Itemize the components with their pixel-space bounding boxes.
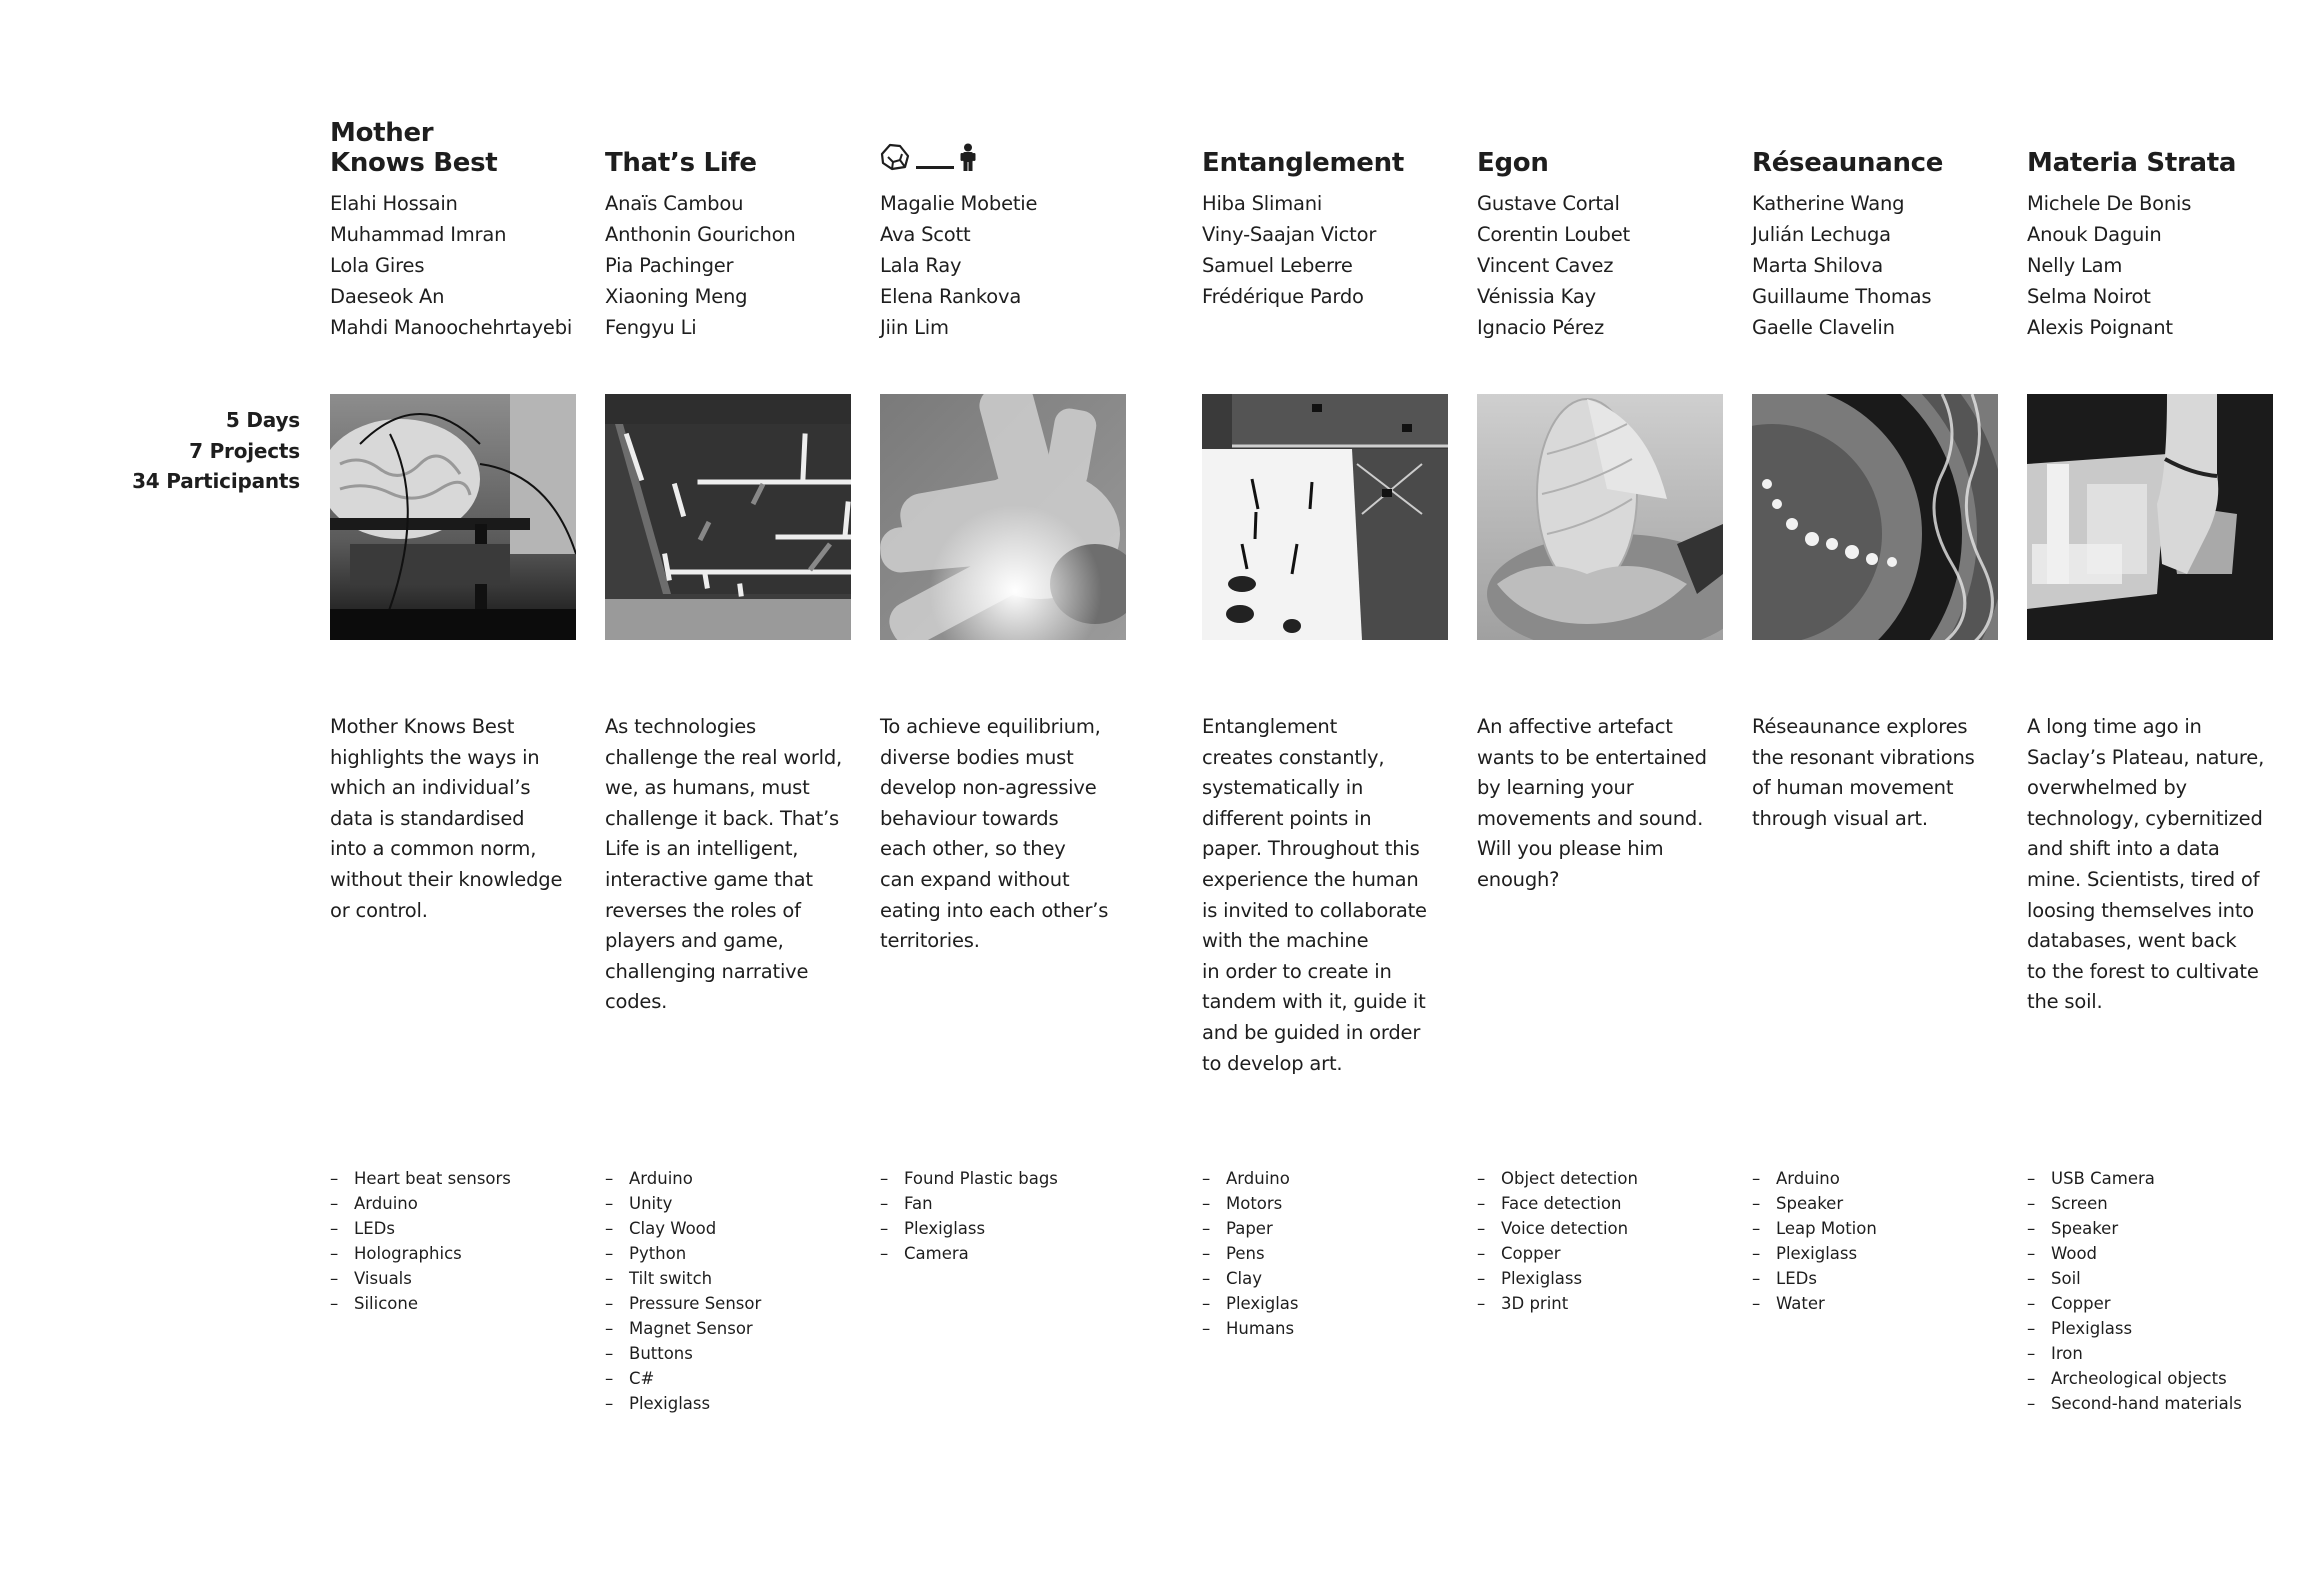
description-line: eating into each other’s xyxy=(880,898,1109,922)
description-line: tandem with it, guide it xyxy=(1202,990,1426,1014)
participants-count: 34 Participants xyxy=(132,469,300,493)
materials-list xyxy=(605,1166,761,1416)
material-item xyxy=(1477,1241,1638,1266)
description-line: movements and sound. xyxy=(1477,806,1704,830)
description-line: interactive game that xyxy=(605,867,813,891)
material-label: Clay Wood xyxy=(629,1219,717,1238)
bullet-dash: – xyxy=(605,1369,614,1388)
hand-in-soil-photo xyxy=(2027,394,2273,640)
material-label: Plexiglass xyxy=(904,1219,986,1238)
material-label: Magnet Sensor xyxy=(629,1319,753,1338)
project-column-entanglement xyxy=(1202,0,1462,1584)
plastic-bags-photo xyxy=(880,394,1126,640)
bullet-dash: – xyxy=(1752,1244,1761,1263)
project-description xyxy=(330,712,580,926)
material-label: Copper xyxy=(1501,1244,1561,1263)
description-line: through visual art. xyxy=(1752,806,1928,830)
project-description xyxy=(1202,712,1452,1079)
member-name: Gustave Cortal xyxy=(1477,192,1620,215)
project-description xyxy=(1752,712,2002,834)
member-list xyxy=(880,188,1037,343)
bullet-dash: – xyxy=(605,1194,614,1213)
bullet-dash: – xyxy=(1477,1194,1486,1213)
bullet-dash: – xyxy=(605,1219,614,1238)
member-name: Lala Ray xyxy=(880,254,962,277)
material-item xyxy=(2027,1191,2242,1216)
bullet-dash: – xyxy=(330,1169,339,1188)
summary-stats xyxy=(132,405,300,497)
material-item xyxy=(1752,1166,1877,1191)
material-label: Heart beat sensors xyxy=(354,1169,511,1188)
material-label: Found Plastic bags xyxy=(904,1169,1058,1188)
material-item xyxy=(605,1191,761,1216)
material-label: Camera xyxy=(904,1244,969,1263)
description-line: systematically in xyxy=(1202,776,1364,800)
description-line: is invited to collaborate xyxy=(1202,898,1427,922)
member-name: Corentin Loubet xyxy=(1477,223,1630,246)
material-label: Plexiglass xyxy=(1501,1269,1583,1288)
line-icon xyxy=(916,143,954,178)
project-column-egon xyxy=(1477,0,1737,1584)
title-line: Materia Strata xyxy=(2027,148,2237,178)
material-item xyxy=(1752,1266,1877,1291)
description-line: each other, so they xyxy=(880,837,1066,861)
member-list xyxy=(1752,188,1931,343)
bullet-dash: – xyxy=(2027,1169,2036,1188)
bullet-dash: – xyxy=(1477,1169,1486,1188)
material-item xyxy=(1202,1166,1299,1191)
member-name: Anthonin Gourichon xyxy=(605,223,796,246)
description-line: creates constantly, xyxy=(1202,745,1385,769)
material-item xyxy=(605,1241,761,1266)
material-item xyxy=(2027,1316,2242,1341)
member-name: Katherine Wang xyxy=(1752,192,1905,215)
bullet-dash: – xyxy=(1202,1244,1211,1263)
title-line: Egon xyxy=(1477,148,1549,178)
bullet-dash: – xyxy=(1752,1219,1761,1238)
material-label: Face detection xyxy=(1501,1194,1622,1213)
materials-list xyxy=(1477,1166,1638,1316)
description-line: without their knowledge xyxy=(330,867,563,891)
title-line: Réseaunance xyxy=(1752,148,1944,178)
description-line: and shift into a data xyxy=(2027,837,2220,861)
material-item xyxy=(1752,1191,1877,1216)
material-label: Buttons xyxy=(629,1344,693,1363)
material-item xyxy=(1202,1241,1299,1266)
description-line: codes. xyxy=(605,990,668,1014)
description-line: into a common norm, xyxy=(330,837,537,861)
description-line: behaviour towards xyxy=(880,806,1059,830)
bullet-dash: – xyxy=(1202,1269,1211,1288)
bullet-dash: – xyxy=(880,1194,889,1213)
description-line: To achieve equilibrium, xyxy=(880,715,1101,738)
member-name: Elena Rankova xyxy=(880,285,1022,308)
material-item xyxy=(605,1341,761,1366)
material-label: Plexiglass xyxy=(2051,1319,2133,1338)
member-name: Elahi Hossain xyxy=(330,192,458,215)
material-label: Clay xyxy=(1226,1269,1262,1288)
maze-ceiling-photo xyxy=(605,394,851,640)
description-line: which an individual’s xyxy=(330,776,531,800)
member-name: Guillaume Thomas xyxy=(1752,285,1932,308)
bullet-dash: – xyxy=(1202,1294,1211,1313)
description-line: databases, went back xyxy=(2027,929,2237,953)
member-name: Ava Scott xyxy=(880,223,971,246)
description-line: wants to be entertained xyxy=(1477,745,1707,769)
material-label: Second-hand materials xyxy=(2051,1394,2242,1413)
description-line: territories. xyxy=(880,929,980,953)
bullet-dash: – xyxy=(605,1344,614,1363)
member-name: Pia Pachinger xyxy=(605,254,734,277)
member-name: Nelly Lam xyxy=(2027,254,2123,277)
material-label: Visuals xyxy=(354,1269,412,1288)
material-item xyxy=(605,1266,761,1291)
description-line: Saclay’s Plateau, nature, xyxy=(2027,745,2265,769)
bullet-dash: – xyxy=(2027,1369,2036,1388)
member-name: Marta Shilova xyxy=(1752,254,1883,277)
material-item xyxy=(330,1216,511,1241)
project-column-thats-life xyxy=(605,0,865,1584)
material-label: LEDs xyxy=(1776,1269,1817,1288)
description-line: An affective artefact xyxy=(1477,715,1673,738)
material-label: Tilt switch xyxy=(629,1269,713,1288)
bullet-dash: – xyxy=(1202,1169,1211,1188)
member-name: Mahdi Manoochehrtayebi xyxy=(330,316,573,339)
project-title xyxy=(330,118,497,178)
member-name: Magalie Mobetie xyxy=(880,192,1038,215)
description-line: challenge it back. That’s xyxy=(605,806,840,830)
bullet-dash: – xyxy=(2027,1319,2036,1338)
bullet-dash: – xyxy=(1202,1194,1211,1213)
materials-list xyxy=(2027,1166,2242,1416)
project-title xyxy=(1477,118,1549,178)
material-label: Paper xyxy=(1226,1219,1273,1238)
description-line: or control. xyxy=(330,898,428,922)
material-item xyxy=(1752,1216,1877,1241)
project-column-mother-knows-best xyxy=(330,0,590,1584)
description-line: paper. Throughout this xyxy=(1202,837,1420,861)
bullet-dash: – xyxy=(880,1169,889,1188)
description-line: the resonant vibrations xyxy=(1752,745,1975,769)
description-line: enough? xyxy=(1477,867,1560,891)
member-list xyxy=(1477,188,1630,343)
member-name: Anaïs Cambou xyxy=(605,192,744,215)
description-line: Réseaunance explores xyxy=(1752,715,1968,738)
material-item xyxy=(1752,1241,1877,1266)
bullet-dash: – xyxy=(1202,1219,1211,1238)
material-item xyxy=(1752,1291,1877,1316)
description-line: Mother Knows Best xyxy=(330,715,515,738)
description-line: by learning your xyxy=(1477,776,1634,800)
member-name: Anouk Daguin xyxy=(2027,223,2162,246)
bullet-dash: – xyxy=(1752,1269,1761,1288)
description-line: Life is an intelligent, xyxy=(605,837,799,861)
project-title xyxy=(1752,118,1943,178)
material-label: Plexiglass xyxy=(1776,1244,1858,1263)
description-line: develop non-agressive xyxy=(880,776,1097,800)
brain-sculpture-photo xyxy=(330,394,576,640)
material-item xyxy=(880,1166,1058,1191)
description-line: different points in xyxy=(1202,806,1372,830)
project-title xyxy=(1202,118,1404,178)
bullet-dash: – xyxy=(1477,1219,1486,1238)
projects-count: 7 Projects xyxy=(189,438,300,463)
project-description xyxy=(1477,712,1727,896)
member-list xyxy=(1202,188,1376,312)
member-name: Vénissia Kay xyxy=(1477,285,1597,308)
material-label: Archeological objects xyxy=(2051,1369,2227,1388)
description-line: and be guided in order xyxy=(1202,1020,1421,1044)
rock-icon xyxy=(880,143,910,178)
project-description xyxy=(880,712,1130,957)
material-label: Arduino xyxy=(629,1169,693,1188)
member-name: Frédérique Pardo xyxy=(1202,285,1364,308)
material-item xyxy=(880,1191,1058,1216)
bullet-dash: – xyxy=(605,1269,614,1288)
material-item xyxy=(1202,1216,1299,1241)
description-line: highlights the ways in xyxy=(330,745,540,769)
bullet-dash: – xyxy=(1752,1194,1761,1213)
bullet-dash: – xyxy=(2027,1244,2036,1263)
title-line: That’s Life xyxy=(605,148,757,178)
member-name: Lola Gires xyxy=(330,254,425,277)
bullet-dash: – xyxy=(605,1244,614,1263)
bullet-dash: – xyxy=(330,1269,339,1288)
material-label: Arduino xyxy=(1776,1169,1840,1188)
description-line: Will you please him xyxy=(1477,837,1664,861)
days-count: 5 Days xyxy=(225,408,300,432)
material-item xyxy=(2027,1366,2242,1391)
description-line: can expand without xyxy=(880,867,1070,891)
material-item xyxy=(330,1241,511,1266)
material-label: USB Camera xyxy=(2051,1169,2155,1188)
bullet-dash: – xyxy=(605,1319,614,1338)
description-line: reverses the roles of xyxy=(605,898,801,922)
description-line: overwhelmed by xyxy=(2027,776,2187,800)
member-name: Daeseok An xyxy=(330,285,445,308)
bullet-dash: – xyxy=(330,1244,339,1263)
bullet-dash: – xyxy=(2027,1294,2036,1313)
material-label: Silicone xyxy=(354,1294,419,1313)
project-title xyxy=(880,118,976,178)
bullet-dash: – xyxy=(1202,1319,1211,1338)
material-item xyxy=(330,1291,511,1316)
material-label: Copper xyxy=(2051,1294,2111,1313)
bullet-dash: – xyxy=(330,1294,339,1313)
description-line: diverse bodies must xyxy=(880,745,1074,769)
person-icon xyxy=(960,143,976,178)
project-title xyxy=(2027,118,2236,178)
bullet-dash: – xyxy=(2027,1344,2036,1363)
material-item xyxy=(2027,1266,2242,1291)
materials-list xyxy=(1202,1166,1299,1341)
material-item xyxy=(605,1216,761,1241)
material-item xyxy=(1477,1166,1638,1191)
material-item xyxy=(330,1191,511,1216)
material-label: LEDs xyxy=(354,1219,395,1238)
material-item xyxy=(605,1291,761,1316)
member-name: Xiaoning Meng xyxy=(605,285,748,308)
bullet-dash: – xyxy=(1477,1244,1486,1263)
description-line: with the machine xyxy=(1202,929,1369,953)
member-list xyxy=(2027,188,2191,343)
member-name: Julián Lechuga xyxy=(1752,223,1891,246)
material-label: Water xyxy=(1776,1294,1825,1313)
material-label: Unity xyxy=(629,1194,673,1213)
material-label: Plexiglas xyxy=(1226,1294,1299,1313)
member-name: Vincent Cavez xyxy=(1477,254,1614,277)
material-item xyxy=(880,1241,1058,1266)
material-item xyxy=(605,1391,761,1416)
materials-list xyxy=(1752,1166,1877,1316)
description-line: technology, cybernitized xyxy=(2027,806,2263,830)
material-label: Screen xyxy=(2051,1194,2108,1213)
material-label: Leap Motion xyxy=(1776,1219,1877,1238)
bullet-dash: – xyxy=(330,1194,339,1213)
material-label: Plexiglass xyxy=(629,1394,711,1413)
description-line: A long time ago in xyxy=(2027,715,2202,738)
description-line: challenging narrative xyxy=(605,959,809,983)
material-label: Object detection xyxy=(1501,1169,1638,1188)
drawing-machine-photo xyxy=(1202,394,1448,640)
material-label: Soil xyxy=(2051,1269,2081,1288)
project-title xyxy=(605,118,757,178)
material-label: Holographics xyxy=(354,1244,462,1263)
material-item xyxy=(2027,1216,2242,1241)
project-column-reseaunance xyxy=(1752,0,2012,1584)
member-list xyxy=(330,188,572,343)
bullet-dash: – xyxy=(1752,1169,1761,1188)
member-name: Viny-Saajan Victor xyxy=(1202,223,1377,246)
description-line: of human movement xyxy=(1752,776,1954,800)
material-label: Speaker xyxy=(2051,1219,2119,1238)
description-line: the soil. xyxy=(2027,990,2103,1014)
member-name: Fengyu Li xyxy=(605,316,697,339)
material-label: 3D print xyxy=(1501,1294,1569,1313)
material-item xyxy=(605,1366,761,1391)
material-label: Python xyxy=(629,1244,687,1263)
materials-list xyxy=(330,1166,511,1316)
bullet-dash: – xyxy=(2027,1394,2036,1413)
description-line: Entanglement xyxy=(1202,715,1338,738)
material-label: Arduino xyxy=(1226,1169,1290,1188)
material-label: C# xyxy=(629,1369,655,1388)
project-description xyxy=(2027,712,2277,1018)
bullet-dash: – xyxy=(605,1394,614,1413)
description-line: experience the human xyxy=(1202,867,1419,891)
material-item xyxy=(2027,1391,2242,1416)
material-item xyxy=(1202,1266,1299,1291)
member-name: Michele De Bonis xyxy=(2027,192,2192,215)
title-line: Knows Best xyxy=(330,148,498,178)
material-label: Speaker xyxy=(1776,1194,1844,1213)
bullet-dash: – xyxy=(1752,1294,1761,1313)
member-name: Selma Noirot xyxy=(2027,285,2151,308)
bullet-dash: – xyxy=(605,1294,614,1313)
material-item xyxy=(1202,1316,1299,1341)
bullet-dash: – xyxy=(605,1169,614,1188)
member-name: Muhammad Imran xyxy=(330,223,507,246)
material-item xyxy=(2027,1166,2242,1191)
material-label: Humans xyxy=(1226,1319,1295,1338)
bullet-dash: – xyxy=(2027,1269,2036,1288)
material-item xyxy=(2027,1241,2242,1266)
material-label: Fan xyxy=(904,1194,933,1213)
material-item xyxy=(605,1316,761,1341)
description-line: challenge the real world, xyxy=(605,745,843,769)
material-item xyxy=(1202,1291,1299,1316)
description-line: to develop art. xyxy=(1202,1051,1343,1075)
material-item xyxy=(880,1216,1058,1241)
material-item xyxy=(1477,1191,1638,1216)
description-line: in order to create in xyxy=(1202,959,1392,983)
bullet-dash: – xyxy=(1477,1294,1486,1313)
material-item xyxy=(2027,1341,2242,1366)
material-label: Iron xyxy=(2051,1344,2083,1363)
materials-list xyxy=(880,1166,1058,1266)
material-item xyxy=(330,1166,511,1191)
description-line: we, as humans, must xyxy=(605,776,810,800)
project-description xyxy=(605,712,855,1018)
bullet-dash: – xyxy=(880,1219,889,1238)
3d-artefact-photo xyxy=(1477,394,1723,640)
material-item xyxy=(330,1266,511,1291)
material-item xyxy=(2027,1291,2242,1316)
description-line: to the forest to cultivate xyxy=(2027,959,2259,983)
description-line: players and game, xyxy=(605,929,784,953)
title-line: Entanglement xyxy=(1202,148,1404,178)
material-item xyxy=(1202,1191,1299,1216)
bullet-dash: – xyxy=(2027,1219,2036,1238)
description-line: mine. Scientists, tired of xyxy=(2027,867,2260,891)
bullet-dash: – xyxy=(2027,1194,2036,1213)
material-item xyxy=(1477,1216,1638,1241)
description-line: As technologies xyxy=(605,715,757,738)
material-label: Pressure Sensor xyxy=(629,1294,762,1313)
bullet-dash: – xyxy=(1477,1269,1486,1288)
description-line: data is standardised xyxy=(330,806,525,830)
description-line: loosing themselves into xyxy=(2027,898,2255,922)
member-name: Alexis Poignant xyxy=(2027,316,2173,339)
title-line: Mother xyxy=(330,118,434,148)
member-name: Hiba Slimani xyxy=(1202,192,1323,215)
material-label: Pens xyxy=(1226,1244,1265,1263)
material-label: Wood xyxy=(2051,1244,2098,1263)
material-label: Arduino xyxy=(354,1194,418,1213)
bullet-dash: – xyxy=(880,1244,889,1263)
member-name: Jiin Lim xyxy=(880,316,949,339)
material-item xyxy=(1477,1291,1638,1316)
project-column-rock-human xyxy=(880,0,1140,1584)
project-column-materia-strata xyxy=(2027,0,2287,1584)
member-name: Ignacio Pérez xyxy=(1477,316,1604,339)
material-label: Motors xyxy=(1226,1194,1283,1213)
water-ripple-photo xyxy=(1752,394,1998,640)
member-list xyxy=(605,188,796,343)
title-icon-group xyxy=(880,148,976,178)
member-name: Gaelle Clavelin xyxy=(1752,316,1895,339)
member-name: Samuel Leberre xyxy=(1202,254,1353,277)
material-item xyxy=(1477,1266,1638,1291)
material-label: Voice detection xyxy=(1501,1219,1629,1238)
material-item xyxy=(605,1166,761,1191)
bullet-dash: – xyxy=(330,1219,339,1238)
